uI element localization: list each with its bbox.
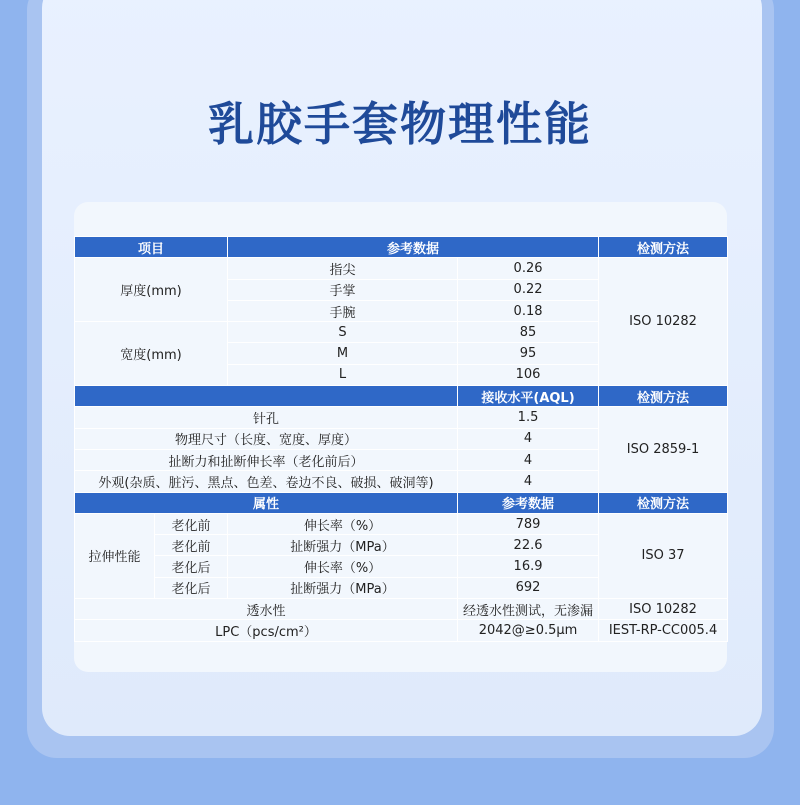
method-iso-37: ISO 37: [599, 513, 728, 598]
thickness-part: 手腕: [228, 300, 458, 321]
tensile-prop: 伸长率（%）: [228, 556, 458, 577]
table-row: [75, 513, 728, 534]
header-method: 检测方法: [599, 386, 728, 407]
tensile-state: 老化前: [155, 513, 228, 534]
defect-aql: 4: [458, 471, 599, 492]
tensile-value: 692: [458, 577, 599, 598]
tensile-value: 22.6: [458, 535, 599, 556]
header-ref: 参考数据: [458, 492, 599, 513]
tensile-value: 16.9: [458, 556, 599, 577]
method-iso-2859: ISO 2859-1: [599, 407, 728, 492]
header-item: 项目: [75, 237, 228, 258]
method-iso-10282: ISO 10282: [599, 258, 728, 386]
permeability-label: 透水性: [75, 599, 458, 620]
tensile-prop: 扯断强力（MPa）: [228, 577, 458, 598]
defect-aql: 4: [458, 428, 599, 449]
width-size: M: [228, 343, 458, 364]
defect-name: 物理尺寸（长度、宽度、厚度）: [75, 428, 458, 449]
tensile-state: 老化后: [155, 577, 228, 598]
thickness-part: 手掌: [228, 279, 458, 300]
permeability-value: 经透水性测试，无渗漏: [458, 599, 599, 620]
header-blank: [75, 386, 458, 407]
table-row: [75, 599, 728, 620]
table-row: [75, 620, 728, 641]
table-row: [75, 258, 728, 279]
tensile-state: 老化前: [155, 535, 228, 556]
defect-aql: 1.5: [458, 407, 599, 428]
tensile-label: 拉伸性能: [75, 513, 155, 598]
header-ref: 参考数据: [228, 237, 599, 258]
lpc-label: LPC（pcs/cm²）: [75, 620, 458, 641]
table-header-row: [75, 492, 728, 513]
lpc-method: IEST-RP-CC005.4: [599, 620, 728, 641]
width-value: 85: [458, 322, 599, 343]
tensile-value: 789: [458, 513, 599, 534]
width-size: S: [228, 322, 458, 343]
lpc-value: 2042@≥0.5μm: [458, 620, 599, 641]
table-header-row: [75, 237, 728, 258]
width-value: 95: [458, 343, 599, 364]
tensile-prop: 伸长率（%）: [228, 513, 458, 534]
header-aql: 接收水平(AQL): [458, 386, 599, 407]
tensile-prop: 扯断强力（MPa）: [228, 535, 458, 556]
thickness-value: 0.18: [458, 300, 599, 321]
thickness-label: 厚度(mm): [75, 258, 228, 322]
width-value: 106: [458, 364, 599, 385]
permeability-method: ISO 10282: [599, 599, 728, 620]
tensile-state: 老化后: [155, 556, 228, 577]
thickness-value: 0.26: [458, 258, 599, 279]
header-property: 属性: [75, 492, 458, 513]
table-header-row: [75, 386, 728, 407]
table-row: [75, 407, 728, 428]
thickness-value: 0.22: [458, 279, 599, 300]
defect-name: 扯断力和扯断伸长率（老化前后）: [75, 449, 458, 470]
defect-name: 针孔: [75, 407, 458, 428]
header-method: 检测方法: [599, 492, 728, 513]
thickness-part: 指尖: [228, 258, 458, 279]
defect-aql: 4: [458, 449, 599, 470]
width-size: L: [228, 364, 458, 385]
width-label: 宽度(mm): [75, 322, 228, 386]
properties-table: [74, 236, 728, 642]
defect-name: 外观(杂质、脏污、黑点、色差、卷边不良、破损、破洞等): [75, 471, 458, 492]
page-title: 乳胶手套物理性能: [208, 97, 592, 151]
header-method: 检测方法: [599, 237, 728, 258]
